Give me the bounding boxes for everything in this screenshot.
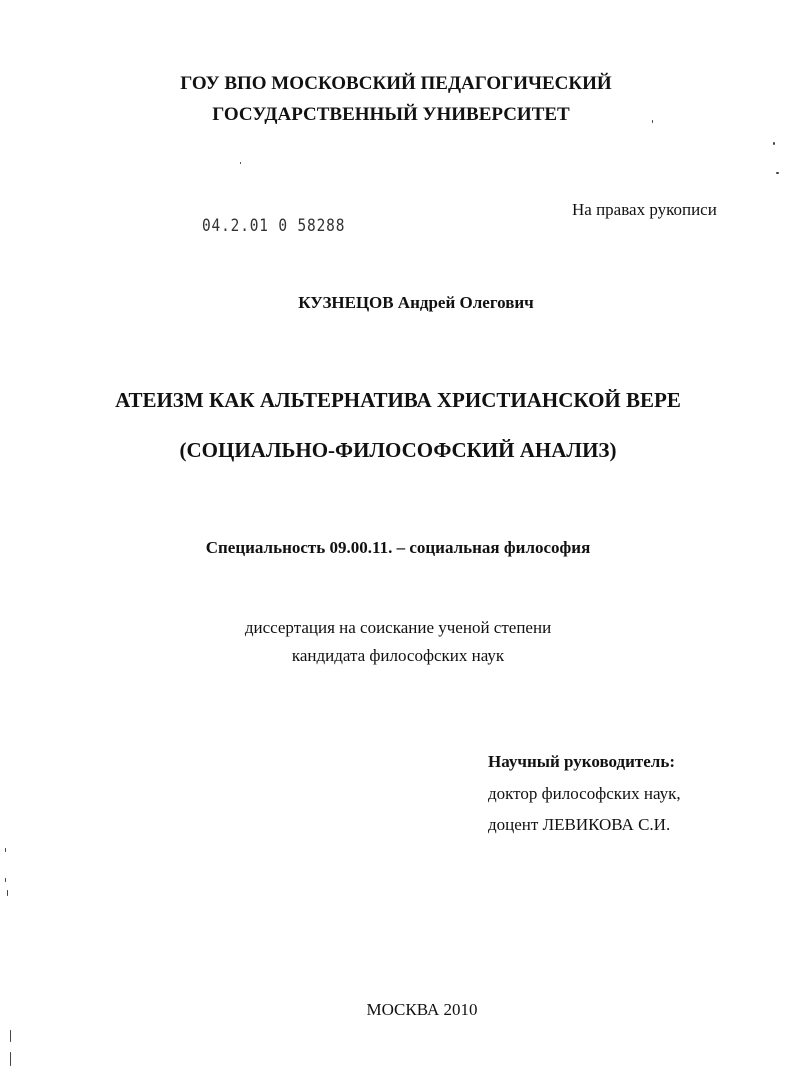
supervisor-degree: доктор философских наук,: [488, 784, 681, 803]
supervisor-label: Научный руководитель:: [488, 752, 675, 771]
scan-speck: [10, 1052, 11, 1066]
dissertation-title-line1: АТЕИЗМ КАК АЛЬТЕРНАТИВА ХРИСТИАНСКОЙ ВЕРЕ: [115, 388, 681, 412]
university-name-line2: ГОСУДАРСТВЕННЫЙ УНИВЕРСИТЕТ: [212, 104, 570, 125]
scan-speck: [5, 848, 6, 852]
city-year: МОСКВА 2010: [366, 1000, 478, 1019]
manuscript-note: На правах рукописи: [572, 200, 717, 219]
scan-speck: [5, 878, 6, 882]
scan-speck: [7, 890, 8, 896]
dissertation-title-line2: (СОЦИАЛЬНО-ФИЛОСОФСКИЙ АНАЛИЗ): [179, 438, 617, 462]
scan-speck: [652, 120, 653, 123]
degree-line1: диссертация на соискание ученой степени: [244, 618, 552, 637]
registration-number: 04.2.01 0 58288: [202, 216, 346, 236]
specialty-line: Специальность 09.00.11. – социальная философия: [205, 538, 591, 557]
university-name-line1: ГОУ ВПО МОСКОВСКИЙ ПЕДАГОГИЧЕСКИЙ: [180, 73, 612, 94]
author-name: КУЗНЕЦОВ Андрей Олегович: [298, 293, 534, 312]
scan-speck: [776, 172, 779, 174]
supervisor-name: доцент ЛЕВИКОВА С.И.: [488, 815, 671, 834]
scan-speck: [240, 162, 241, 164]
scan-speck: [10, 1030, 11, 1042]
degree-line2: кандидата философских наук: [291, 646, 505, 665]
scan-speck: [773, 142, 775, 145]
